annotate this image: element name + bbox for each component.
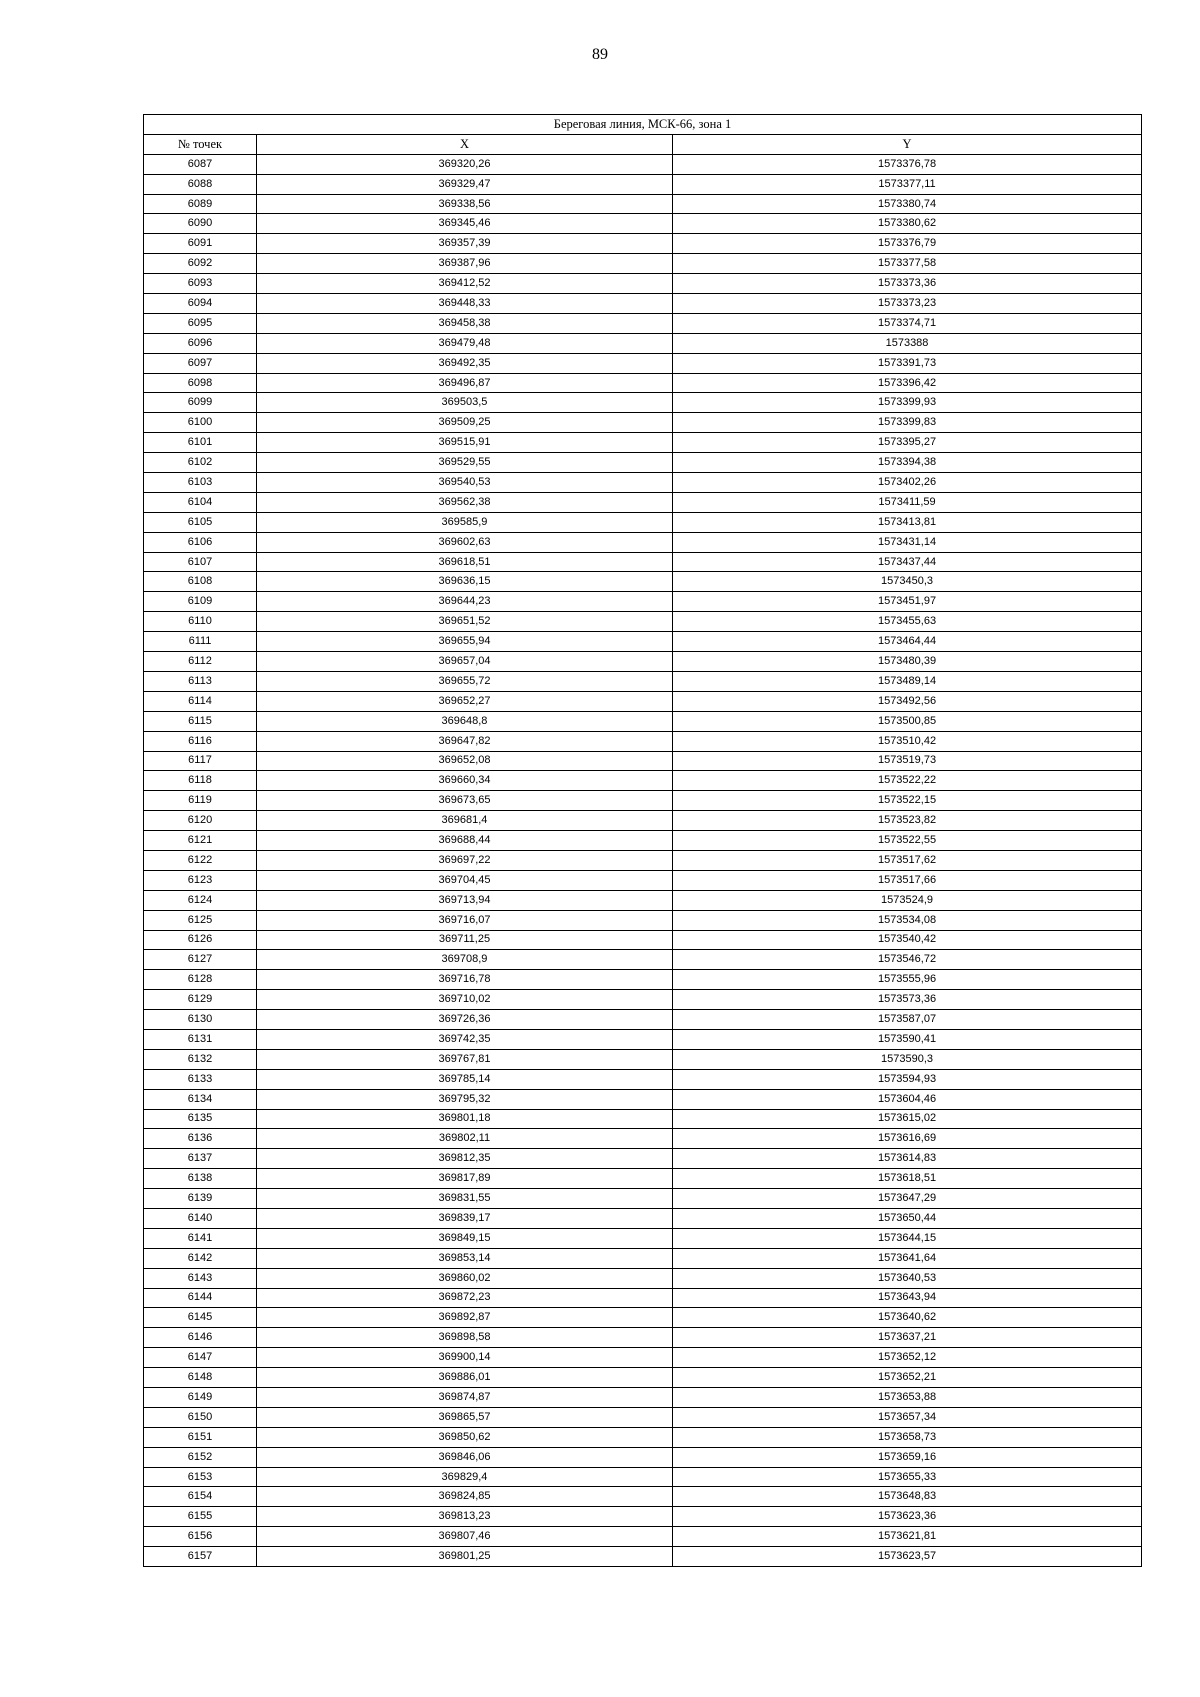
y-coordinate-cell: 1573402,26 <box>673 473 1142 493</box>
y-coordinate-cell: 1573399,83 <box>673 413 1142 433</box>
y-coordinate-cell: 1573587,07 <box>673 1010 1142 1030</box>
page-number: 89 <box>592 46 608 63</box>
point-number-cell: 6154 <box>144 1487 257 1507</box>
table-row <box>144 532 1142 552</box>
y-coordinate-cell: 1573522,22 <box>673 771 1142 791</box>
table-row <box>144 691 1142 711</box>
x-coordinate-cell: 369742,35 <box>257 1029 673 1049</box>
x-coordinate-cell: 369711,25 <box>257 930 673 950</box>
table-row <box>144 174 1142 194</box>
x-coordinate-cell: 369345,46 <box>257 214 673 234</box>
x-coordinate-cell: 369329,47 <box>257 174 673 194</box>
table-row <box>144 1029 1142 1049</box>
point-number-cell: 6118 <box>144 771 257 791</box>
x-coordinate-cell: 369585,9 <box>257 512 673 532</box>
table-row <box>144 1049 1142 1069</box>
x-coordinate-cell: 369817,89 <box>257 1169 673 1189</box>
y-coordinate-cell: 1573500,85 <box>673 711 1142 731</box>
y-coordinate-cell: 1573648,83 <box>673 1487 1142 1507</box>
y-coordinate-cell: 1573623,36 <box>673 1507 1142 1527</box>
point-number-cell: 6105 <box>144 512 257 532</box>
table-row <box>144 1328 1142 1348</box>
y-coordinate-cell: 1573652,12 <box>673 1348 1142 1368</box>
x-coordinate-cell: 369716,78 <box>257 970 673 990</box>
table-row <box>144 274 1142 294</box>
y-coordinate-cell: 1573655,33 <box>673 1467 1142 1487</box>
point-number-cell: 6108 <box>144 572 257 592</box>
table-row <box>144 1427 1142 1447</box>
x-coordinate-cell: 369853,14 <box>257 1248 673 1268</box>
table-row <box>144 970 1142 990</box>
y-coordinate-cell: 1573380,62 <box>673 214 1142 234</box>
table-row <box>144 831 1142 851</box>
x-coordinate-cell: 369801,18 <box>257 1109 673 1129</box>
table-row <box>144 1268 1142 1288</box>
point-number-cell: 6148 <box>144 1368 257 1388</box>
x-coordinate-cell: 369713,94 <box>257 890 673 910</box>
x-coordinate-cell: 369874,87 <box>257 1388 673 1408</box>
y-coordinate-cell: 1573546,72 <box>673 950 1142 970</box>
point-number-cell: 6089 <box>144 194 257 214</box>
point-number-cell: 6123 <box>144 870 257 890</box>
y-coordinate-cell: 1573522,55 <box>673 831 1142 851</box>
table-row <box>144 154 1142 174</box>
y-coordinate-cell: 1573394,38 <box>673 453 1142 473</box>
point-number-cell: 6102 <box>144 453 257 473</box>
y-coordinate-cell: 1573573,36 <box>673 990 1142 1010</box>
table-row <box>144 1189 1142 1209</box>
table-row <box>144 433 1142 453</box>
point-number-cell: 6146 <box>144 1328 257 1348</box>
x-coordinate-cell: 369688,44 <box>257 831 673 851</box>
column-header-y: Y <box>673 134 1142 154</box>
table-row <box>144 353 1142 373</box>
y-coordinate-cell: 1573641,64 <box>673 1248 1142 1268</box>
point-number-cell: 6097 <box>144 353 257 373</box>
table-row <box>144 453 1142 473</box>
point-number-cell: 6122 <box>144 850 257 870</box>
x-coordinate-cell: 369898,58 <box>257 1328 673 1348</box>
table-row <box>144 652 1142 672</box>
x-coordinate-cell: 369802,11 <box>257 1129 673 1149</box>
point-number-cell: 6101 <box>144 433 257 453</box>
y-coordinate-cell: 1573540,42 <box>673 930 1142 950</box>
point-number-cell: 6142 <box>144 1248 257 1268</box>
x-coordinate-cell: 369636,15 <box>257 572 673 592</box>
table-row <box>144 1467 1142 1487</box>
point-number-cell: 6149 <box>144 1388 257 1408</box>
x-coordinate-cell: 369496,87 <box>257 373 673 393</box>
point-number-cell: 6135 <box>144 1109 257 1129</box>
table-row <box>144 1288 1142 1308</box>
x-coordinate-cell: 369648,8 <box>257 711 673 731</box>
y-coordinate-cell: 1573396,42 <box>673 373 1142 393</box>
table-row <box>144 1507 1142 1527</box>
x-coordinate-cell: 369812,35 <box>257 1149 673 1169</box>
point-number-cell: 6143 <box>144 1268 257 1288</box>
table-row <box>144 512 1142 532</box>
table-row <box>144 492 1142 512</box>
y-coordinate-cell: 1573519,73 <box>673 751 1142 771</box>
table-row <box>144 1447 1142 1467</box>
y-coordinate-cell: 1573618,51 <box>673 1169 1142 1189</box>
column-header-point-number: № точек <box>144 134 257 154</box>
point-number-cell: 6153 <box>144 1467 257 1487</box>
point-number-cell: 6121 <box>144 831 257 851</box>
table-row <box>144 592 1142 612</box>
y-coordinate-cell: 1573653,88 <box>673 1388 1142 1408</box>
table-row <box>144 950 1142 970</box>
table-row <box>144 1348 1142 1368</box>
table-row <box>144 1089 1142 1109</box>
x-coordinate-cell: 369618,51 <box>257 552 673 572</box>
x-coordinate-cell: 369529,55 <box>257 453 673 473</box>
point-number-cell: 6147 <box>144 1348 257 1368</box>
y-coordinate-cell: 1573658,73 <box>673 1427 1142 1447</box>
y-coordinate-cell: 1573399,93 <box>673 393 1142 413</box>
y-coordinate-cell: 1573643,94 <box>673 1288 1142 1308</box>
point-number-cell: 6141 <box>144 1228 257 1248</box>
y-coordinate-cell: 1573647,29 <box>673 1189 1142 1209</box>
table-row <box>144 1308 1142 1328</box>
point-number-cell: 6137 <box>144 1149 257 1169</box>
point-number-cell: 6096 <box>144 333 257 353</box>
table-row <box>144 313 1142 333</box>
table-row <box>144 791 1142 811</box>
y-coordinate-cell: 1573534,08 <box>673 910 1142 930</box>
y-coordinate-cell: 1573391,73 <box>673 353 1142 373</box>
table-row <box>144 473 1142 493</box>
y-coordinate-cell: 1573637,21 <box>673 1328 1142 1348</box>
table-row <box>144 373 1142 393</box>
x-coordinate-cell: 369849,15 <box>257 1228 673 1248</box>
point-number-cell: 6151 <box>144 1427 257 1447</box>
x-coordinate-cell: 369503,5 <box>257 393 673 413</box>
point-number-cell: 6152 <box>144 1447 257 1467</box>
x-coordinate-cell: 369813,23 <box>257 1507 673 1527</box>
table-row <box>144 1407 1142 1427</box>
table-row <box>144 612 1142 632</box>
coordinates-table <box>143 114 1142 1567</box>
table-row <box>144 632 1142 652</box>
x-coordinate-cell: 369850,62 <box>257 1427 673 1447</box>
table-row <box>144 254 1142 274</box>
table-row <box>144 333 1142 353</box>
point-number-cell: 6092 <box>144 254 257 274</box>
point-number-cell: 6098 <box>144 373 257 393</box>
x-coordinate-cell: 369602,63 <box>257 532 673 552</box>
y-coordinate-cell: 1573395,27 <box>673 433 1142 453</box>
x-coordinate-cell: 369448,33 <box>257 294 673 314</box>
y-coordinate-cell: 1573377,11 <box>673 174 1142 194</box>
point-number-cell: 6145 <box>144 1308 257 1328</box>
table-row <box>144 1228 1142 1248</box>
x-coordinate-cell: 369900,14 <box>257 1348 673 1368</box>
x-coordinate-cell: 369320,26 <box>257 154 673 174</box>
x-coordinate-cell: 369704,45 <box>257 870 673 890</box>
x-coordinate-cell: 369708,9 <box>257 950 673 970</box>
y-coordinate-cell: 1573623,57 <box>673 1547 1142 1567</box>
table-row <box>144 1149 1142 1169</box>
point-number-cell: 6111 <box>144 632 257 652</box>
point-number-cell: 6104 <box>144 492 257 512</box>
point-number-cell: 6115 <box>144 711 257 731</box>
y-coordinate-cell: 1573376,78 <box>673 154 1142 174</box>
point-number-cell: 6110 <box>144 612 257 632</box>
point-number-cell: 6091 <box>144 234 257 254</box>
x-coordinate-cell: 369785,14 <box>257 1069 673 1089</box>
y-coordinate-cell: 1573376,79 <box>673 234 1142 254</box>
y-coordinate-cell: 1573510,42 <box>673 731 1142 751</box>
y-coordinate-cell: 1573616,69 <box>673 1129 1142 1149</box>
table-row <box>144 930 1142 950</box>
y-coordinate-cell: 1573590,41 <box>673 1029 1142 1049</box>
point-number-cell: 6099 <box>144 393 257 413</box>
table-row <box>144 1169 1142 1189</box>
y-coordinate-cell: 1573621,81 <box>673 1527 1142 1547</box>
y-coordinate-cell: 1573451,97 <box>673 592 1142 612</box>
point-number-cell: 6117 <box>144 751 257 771</box>
y-coordinate-cell: 1573388 <box>673 333 1142 353</box>
table-row <box>144 870 1142 890</box>
x-coordinate-cell: 369515,91 <box>257 433 673 453</box>
y-coordinate-cell: 1573644,15 <box>673 1228 1142 1248</box>
point-number-cell: 6136 <box>144 1129 257 1149</box>
table-row <box>144 711 1142 731</box>
y-coordinate-cell: 1573659,16 <box>673 1447 1142 1467</box>
point-number-cell: 6095 <box>144 313 257 333</box>
point-number-cell: 6120 <box>144 811 257 831</box>
x-coordinate-cell: 369655,72 <box>257 671 673 691</box>
y-coordinate-cell: 1573480,39 <box>673 652 1142 672</box>
x-coordinate-cell: 369647,82 <box>257 731 673 751</box>
table-row <box>144 771 1142 791</box>
x-coordinate-cell: 369338,56 <box>257 194 673 214</box>
y-coordinate-cell: 1573492,56 <box>673 691 1142 711</box>
y-coordinate-cell: 1573374,71 <box>673 313 1142 333</box>
table-body <box>144 154 1142 1566</box>
point-number-cell: 6113 <box>144 671 257 691</box>
point-number-cell: 6094 <box>144 294 257 314</box>
y-coordinate-cell: 1573373,23 <box>673 294 1142 314</box>
y-coordinate-cell: 1573640,62 <box>673 1308 1142 1328</box>
point-number-cell: 6107 <box>144 552 257 572</box>
table-row <box>144 910 1142 930</box>
point-number-cell: 6140 <box>144 1208 257 1228</box>
y-coordinate-cell: 1573615,02 <box>673 1109 1142 1129</box>
y-coordinate-cell: 1573455,63 <box>673 612 1142 632</box>
x-coordinate-cell: 369357,39 <box>257 234 673 254</box>
table-row <box>144 194 1142 214</box>
point-number-cell: 6125 <box>144 910 257 930</box>
y-coordinate-cell: 1573377,58 <box>673 254 1142 274</box>
y-coordinate-cell: 1573657,34 <box>673 1407 1142 1427</box>
table-row <box>144 234 1142 254</box>
point-number-cell: 6130 <box>144 1010 257 1030</box>
point-number-cell: 6093 <box>144 274 257 294</box>
point-number-cell: 6139 <box>144 1189 257 1209</box>
x-coordinate-cell: 369892,87 <box>257 1308 673 1328</box>
x-coordinate-cell: 369412,52 <box>257 274 673 294</box>
x-coordinate-cell: 369509,25 <box>257 413 673 433</box>
point-number-cell: 6156 <box>144 1527 257 1547</box>
table-row <box>144 552 1142 572</box>
table-row <box>144 393 1142 413</box>
y-coordinate-cell: 1573652,21 <box>673 1368 1142 1388</box>
x-coordinate-cell: 369479,48 <box>257 333 673 353</box>
point-number-cell: 6109 <box>144 592 257 612</box>
table-row <box>144 731 1142 751</box>
point-number-cell: 6119 <box>144 791 257 811</box>
y-coordinate-cell: 1573523,82 <box>673 811 1142 831</box>
x-coordinate-cell: 369492,35 <box>257 353 673 373</box>
x-coordinate-cell: 369562,38 <box>257 492 673 512</box>
x-coordinate-cell: 369387,96 <box>257 254 673 274</box>
table-row <box>144 1368 1142 1388</box>
x-coordinate-cell: 369846,06 <box>257 1447 673 1467</box>
x-coordinate-cell: 369644,23 <box>257 592 673 612</box>
table-row <box>144 1547 1142 1567</box>
y-coordinate-cell: 1573380,74 <box>673 194 1142 214</box>
point-number-cell: 6131 <box>144 1029 257 1049</box>
point-number-cell: 6103 <box>144 473 257 493</box>
point-number-cell: 6112 <box>144 652 257 672</box>
table-row <box>144 1388 1142 1408</box>
point-number-cell: 6133 <box>144 1069 257 1089</box>
table-row <box>144 811 1142 831</box>
point-number-cell: 6138 <box>144 1169 257 1189</box>
table-row <box>144 850 1142 870</box>
x-coordinate-cell: 369807,46 <box>257 1527 673 1547</box>
x-coordinate-cell: 369660,34 <box>257 771 673 791</box>
x-coordinate-cell: 369657,04 <box>257 652 673 672</box>
x-coordinate-cell: 369795,32 <box>257 1089 673 1109</box>
x-coordinate-cell: 369697,22 <box>257 850 673 870</box>
table-header-row <box>144 134 1142 154</box>
x-coordinate-cell: 369726,36 <box>257 1010 673 1030</box>
point-number-cell: 6106 <box>144 532 257 552</box>
x-coordinate-cell: 369651,52 <box>257 612 673 632</box>
point-number-cell: 6132 <box>144 1049 257 1069</box>
x-coordinate-cell: 369886,01 <box>257 1368 673 1388</box>
x-coordinate-cell: 369865,57 <box>257 1407 673 1427</box>
point-number-cell: 6087 <box>144 154 257 174</box>
y-coordinate-cell: 1573373,36 <box>673 274 1142 294</box>
column-header-x: X <box>257 134 673 154</box>
table-row <box>144 413 1142 433</box>
y-coordinate-cell: 1573555,96 <box>673 970 1142 990</box>
y-coordinate-cell: 1573522,15 <box>673 791 1142 811</box>
table-row <box>144 1487 1142 1507</box>
point-number-cell: 6157 <box>144 1547 257 1567</box>
table-row <box>144 751 1142 771</box>
table-row <box>144 572 1142 592</box>
x-coordinate-cell: 369824,85 <box>257 1487 673 1507</box>
point-number-cell: 6088 <box>144 174 257 194</box>
x-coordinate-cell: 369673,65 <box>257 791 673 811</box>
point-number-cell: 6126 <box>144 930 257 950</box>
point-number-cell: 6144 <box>144 1288 257 1308</box>
x-coordinate-cell: 369829,4 <box>257 1467 673 1487</box>
table-row <box>144 1010 1142 1030</box>
y-coordinate-cell: 1573437,44 <box>673 552 1142 572</box>
y-coordinate-cell: 1573431,14 <box>673 532 1142 552</box>
point-number-cell: 6127 <box>144 950 257 970</box>
table-caption-row <box>144 115 1142 135</box>
y-coordinate-cell: 1573594,93 <box>673 1069 1142 1089</box>
table-row <box>144 1129 1142 1149</box>
point-number-cell: 6150 <box>144 1407 257 1427</box>
y-coordinate-cell: 1573413,81 <box>673 512 1142 532</box>
table-row <box>144 214 1142 234</box>
y-coordinate-cell: 1573604,46 <box>673 1089 1142 1109</box>
x-coordinate-cell: 369652,08 <box>257 751 673 771</box>
point-number-cell: 6116 <box>144 731 257 751</box>
x-coordinate-cell: 369860,02 <box>257 1268 673 1288</box>
y-coordinate-cell: 1573524,9 <box>673 890 1142 910</box>
x-coordinate-cell: 369801,25 <box>257 1547 673 1567</box>
y-coordinate-cell: 1573450,3 <box>673 572 1142 592</box>
point-number-cell: 6114 <box>144 691 257 711</box>
x-coordinate-cell: 369716,07 <box>257 910 673 930</box>
table-row <box>144 890 1142 910</box>
y-coordinate-cell: 1573489,14 <box>673 671 1142 691</box>
point-number-cell: 6124 <box>144 890 257 910</box>
y-coordinate-cell: 1573464,44 <box>673 632 1142 652</box>
table-caption: Береговая линия, МСК-66, зона 1 <box>144 115 1142 135</box>
x-coordinate-cell: 369655,94 <box>257 632 673 652</box>
x-coordinate-cell: 369652,27 <box>257 691 673 711</box>
y-coordinate-cell: 1573614,83 <box>673 1149 1142 1169</box>
table-row <box>144 1248 1142 1268</box>
x-coordinate-cell: 369540,53 <box>257 473 673 493</box>
y-coordinate-cell: 1573640,53 <box>673 1268 1142 1288</box>
x-coordinate-cell: 369831,55 <box>257 1189 673 1209</box>
table-row <box>144 1069 1142 1089</box>
point-number-cell: 6134 <box>144 1089 257 1109</box>
y-coordinate-cell: 1573517,62 <box>673 850 1142 870</box>
x-coordinate-cell: 369839,17 <box>257 1208 673 1228</box>
y-coordinate-cell: 1573590,3 <box>673 1049 1142 1069</box>
table-row <box>144 1109 1142 1129</box>
point-number-cell: 6100 <box>144 413 257 433</box>
x-coordinate-cell: 369872,23 <box>257 1288 673 1308</box>
point-number-cell: 6128 <box>144 970 257 990</box>
table-row <box>144 294 1142 314</box>
x-coordinate-cell: 369710,02 <box>257 990 673 1010</box>
table-row <box>144 990 1142 1010</box>
point-number-cell: 6090 <box>144 214 257 234</box>
table-row <box>144 1208 1142 1228</box>
point-number-cell: 6129 <box>144 990 257 1010</box>
y-coordinate-cell: 1573650,44 <box>673 1208 1142 1228</box>
x-coordinate-cell: 369681,4 <box>257 811 673 831</box>
y-coordinate-cell: 1573517,66 <box>673 870 1142 890</box>
y-coordinate-cell: 1573411,59 <box>673 492 1142 512</box>
table-row <box>144 1527 1142 1547</box>
point-number-cell: 6155 <box>144 1507 257 1527</box>
x-coordinate-cell: 369458,38 <box>257 313 673 333</box>
table-row <box>144 671 1142 691</box>
x-coordinate-cell: 369767,81 <box>257 1049 673 1069</box>
